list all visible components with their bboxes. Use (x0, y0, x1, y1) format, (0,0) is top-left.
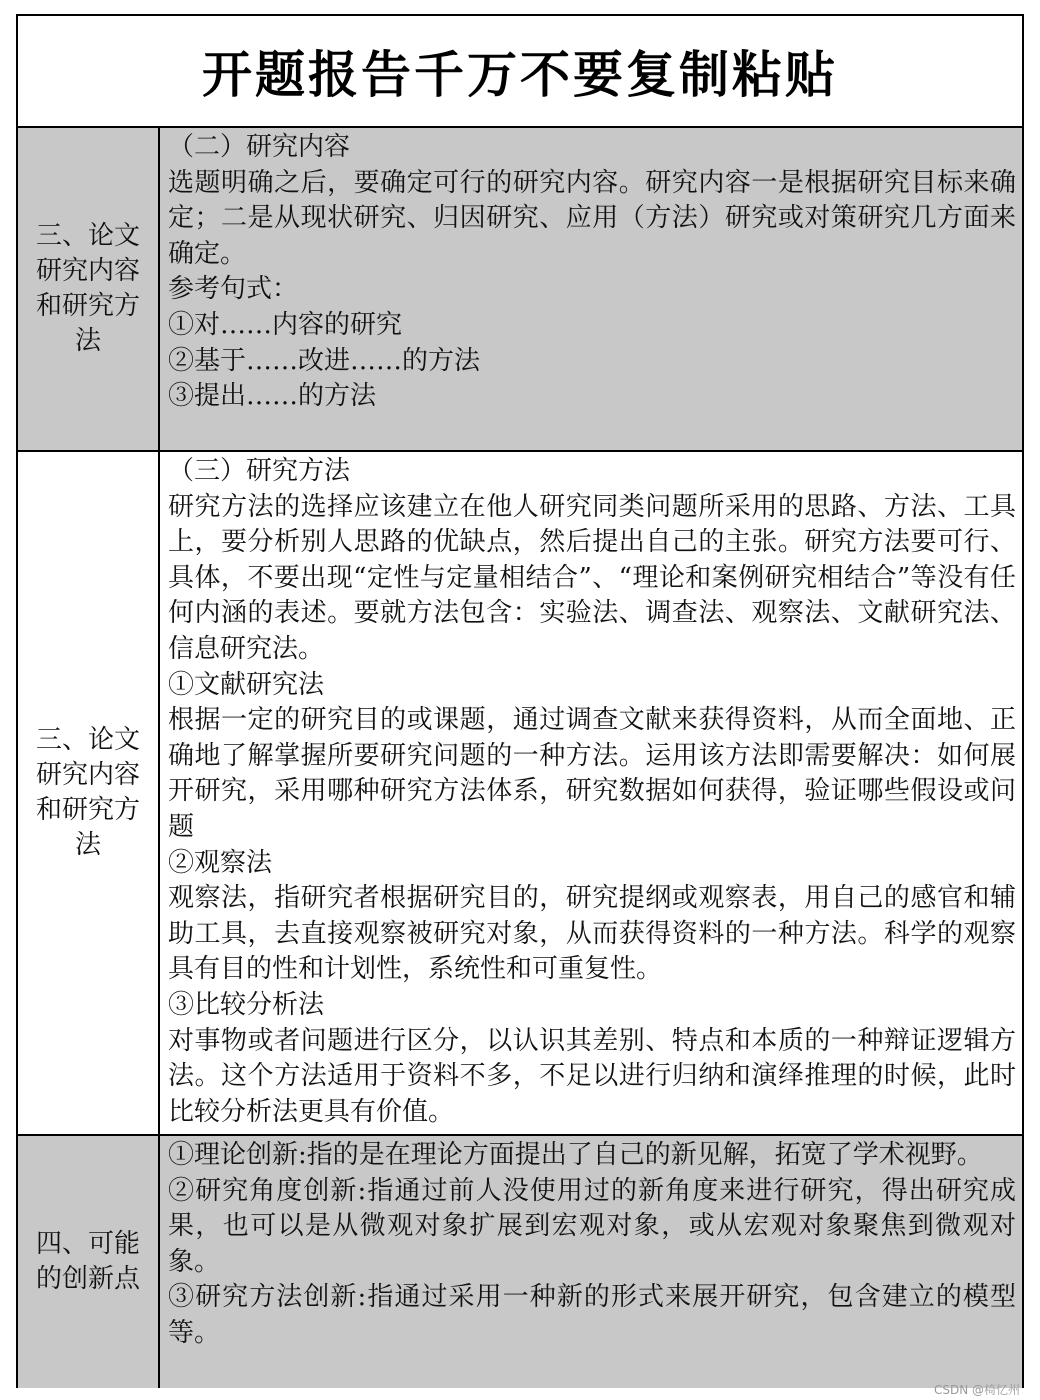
watermark: CSDN @椅忆州 (933, 1383, 1020, 1397)
table-row-research-content (18, 128, 1022, 452)
list-item: ②研究角度创新:指通过前人没使用过的新角度来进行研究，得出研究成果，也可以是从微观对象扩展到宏观对象，或从宏观对象聚焦到微观对象。 (168, 1175, 1016, 1277)
title-cell (18, 16, 1022, 128)
document-table (16, 14, 1024, 1388)
paragraph: 对事物或者问题进行区分，以认识其差别、特点和本质的一种辩证逻辑方法。这个方法适用于资料不多，不足以进行归纳和演绎推理的时候，此时比较分析法更具有价值。 (168, 1025, 1016, 1127)
subsection-heading: （三）研究方法 (168, 456, 351, 486)
list-item: ②基于……改进……的方法 (168, 345, 481, 376)
paragraph: 研究方法的选择应该建立在他人研究同类问题所采用的思路、方法、工具上，要分析别人思路的优缺点，然后提出自己的主张。研究方法要可行、具体，不要出现“定性与定量相结合”、“理论和案例研究相结合”等没有任何内涵的表述。要就方法包含：实验法、调查法、观察法、文献研究法、信息研究法。 (168, 491, 1016, 664)
row-label: 四、可能的创新点 (18, 1136, 160, 1388)
row-content (160, 1136, 1022, 1388)
table-row-innovations (18, 1136, 1022, 1388)
paragraph: 根据一定的研究目的或课题，通过调查文献来获得资料，从而全面地、正确地了解掌握所要研究问题的一种方法。运用该方法即需要解决：如何展开研究，采用哪种研究方法体系，研究数据如何获得，验证哪些假设或问题 (168, 705, 1016, 842)
row-content (160, 452, 1022, 1134)
page-title: 开题报告千万不要复制粘贴 (202, 46, 838, 104)
list-item: ①对……内容的研究 (168, 309, 403, 340)
paragraph: 参考句式： (168, 274, 299, 305)
subsection-heading: （二）研究内容 (168, 132, 351, 162)
row-label: 三、论文研究内容和研究方法 (18, 452, 160, 1134)
list-item: ②观察法 (168, 847, 273, 878)
list-item: ③提出……的方法 (168, 381, 377, 412)
paragraph: 选题明确之后，要确定可行的研究内容。研究内容一是根据研究目标来确定；二是从现状研究、归因研究、应用（方法）研究或对策研究几方面来确定。 (168, 167, 1016, 269)
list-item: ③比较分析法 (168, 989, 325, 1020)
list-item: ③研究方法创新:指通过采用一种新的形式来展开研究，包含建立的模型等。 (168, 1282, 1016, 1348)
paragraph: 观察法，指研究者根据研究目的，研究提纲或观察表，用自己的感官和辅助工具，去直接观察被研究对象，从而获得资料的一种方法。科学的观察具有目的性和计划性，系统性和可重复性。 (168, 883, 1016, 985)
list-item: ①文献研究法 (168, 669, 325, 700)
table-row-research-methods (18, 452, 1022, 1136)
row-label: 三、论文研究内容和研究方法 (18, 128, 160, 450)
list-item: ①理论创新:指的是在理论方面提出了自己的新见解，拓宽了学术视野。 (168, 1140, 983, 1170)
row-content (160, 128, 1022, 450)
